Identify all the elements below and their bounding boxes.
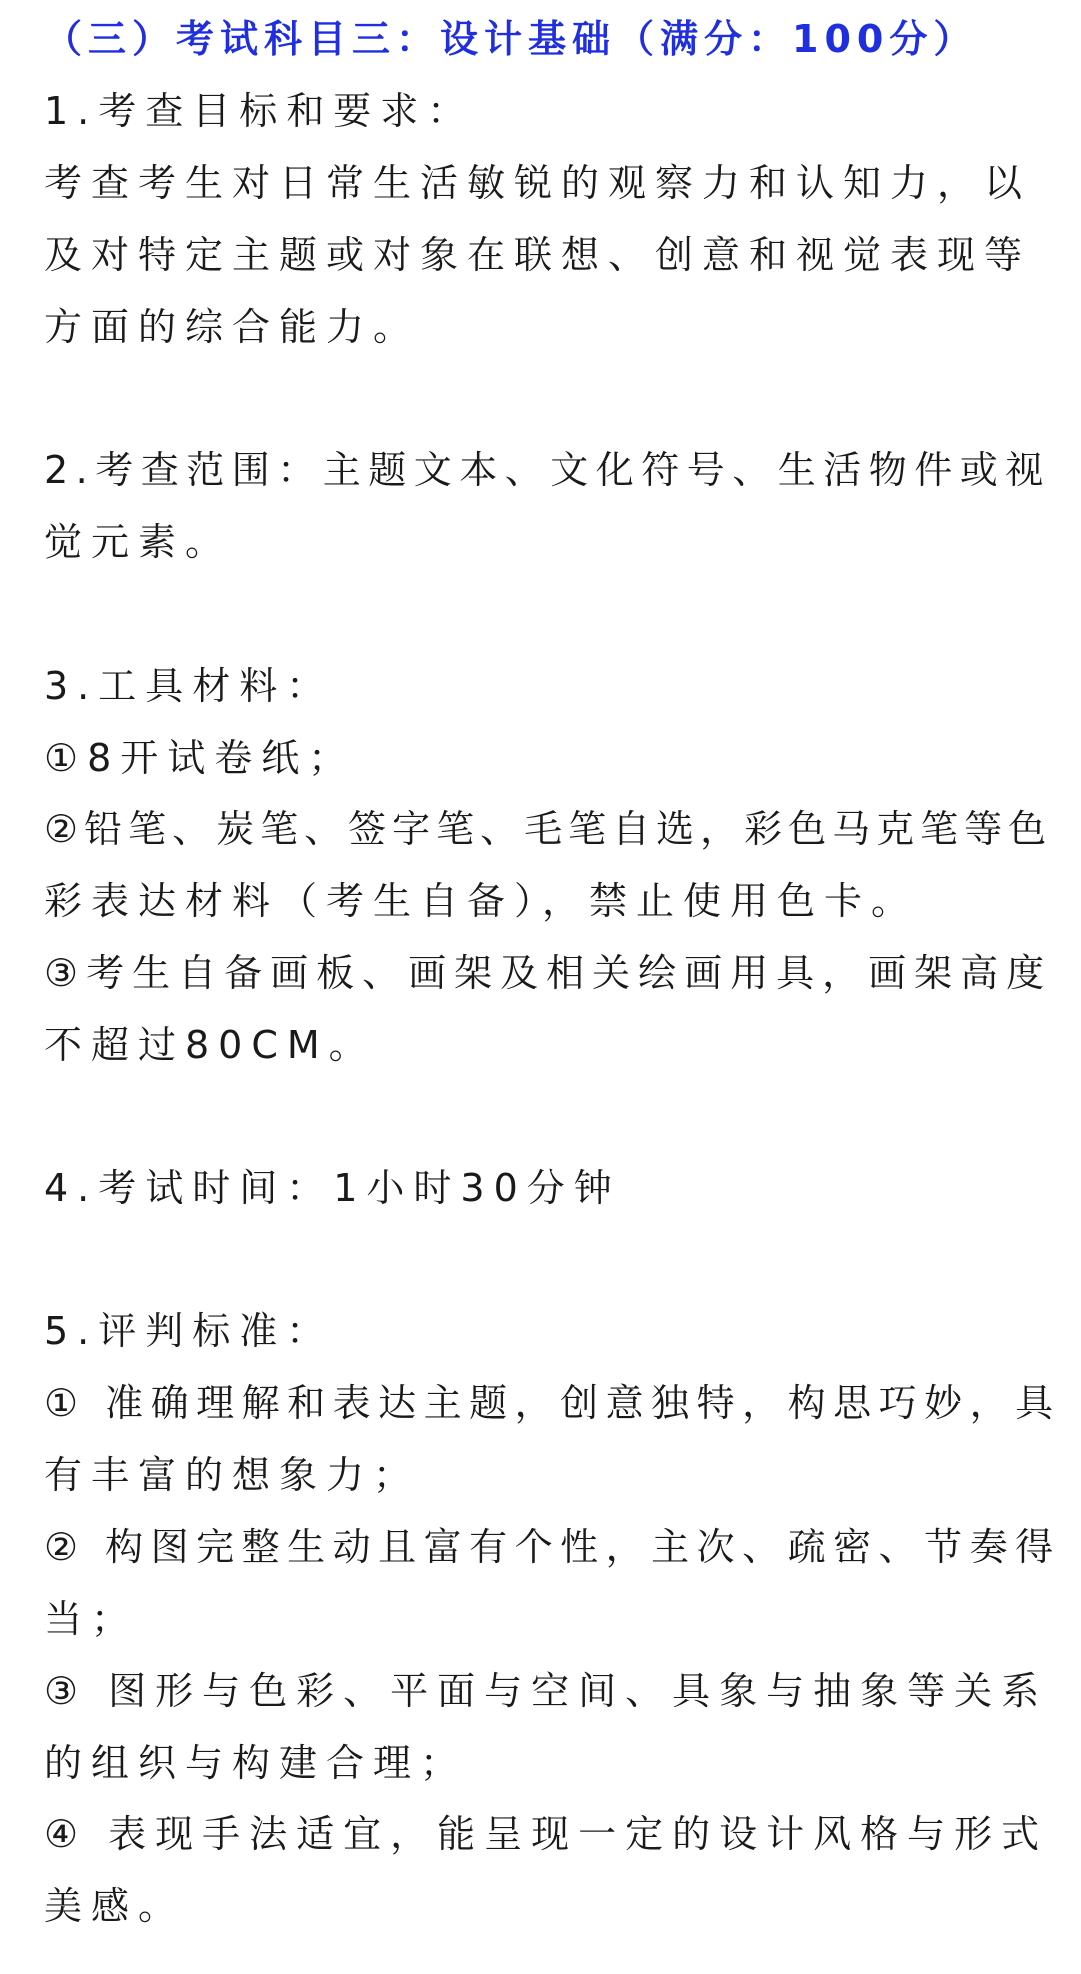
objectives-text-line-3: 方面的综合能力。: [44, 305, 421, 349]
criteria-item-4-line-1: ④ 表现手法适宜，能呈现一定的设计风格与形式: [44, 1812, 1049, 1856]
heading-materials: 3.工具材料：: [44, 664, 334, 708]
section-title: （三）考试科目三：设计基础（满分：100分）: [44, 17, 978, 61]
scope-text-line-2: 觉元素。: [44, 520, 233, 564]
heading-exam-time: 4.考试时间：1小时30分钟: [44, 1166, 621, 1210]
objectives-text-line-1: 考查考生对日常生活敏锐的观察力和认知力，以: [44, 161, 1032, 205]
criteria-item-3-line-1: ③ 图形与色彩、平面与空间、具象与抽象等关系: [44, 1669, 1049, 1713]
criteria-item-1-line-1: ① 准确理解和表达主题，创意独特，构思巧妙，具: [44, 1381, 1061, 1425]
criteria-item-1-line-2: 有丰富的想象力；: [44, 1453, 421, 1497]
criteria-item-3-line-2: 的组织与构建合理；: [44, 1741, 468, 1785]
heading-criteria: 5.评判标准：: [44, 1309, 334, 1353]
criteria-item-2-line-1: ② 构图完整生动且富有个性，主次、疏密、节奏得: [44, 1525, 1061, 1569]
criteria-item-4-line-2: 美感。: [44, 1884, 186, 1928]
materials-item-2-line-1: ②铅笔、炭笔、签字笔、毛笔自选，彩色马克笔等色: [44, 807, 1053, 851]
materials-item-3-line-2: 不超过80CM。: [44, 1023, 376, 1067]
objectives-text-line-2: 及对特定主题或对象在联想、创意和视觉表现等: [44, 233, 1032, 277]
materials-item-3-line-1: ③考生自备画板、画架及相关绘画用具，画架高度: [44, 951, 1053, 995]
criteria-item-2-line-2: 当；: [44, 1597, 139, 1641]
heading-scope: 2.考查范围：主题文本、文化符号、生活物件或视: [44, 448, 1051, 492]
materials-item-1: ①8开试卷纸；: [44, 736, 356, 780]
heading-objectives: 1.考查目标和要求：: [44, 89, 475, 133]
materials-item-2-line-2: 彩表达材料（考生自备），禁止使用色卡。: [44, 879, 919, 923]
